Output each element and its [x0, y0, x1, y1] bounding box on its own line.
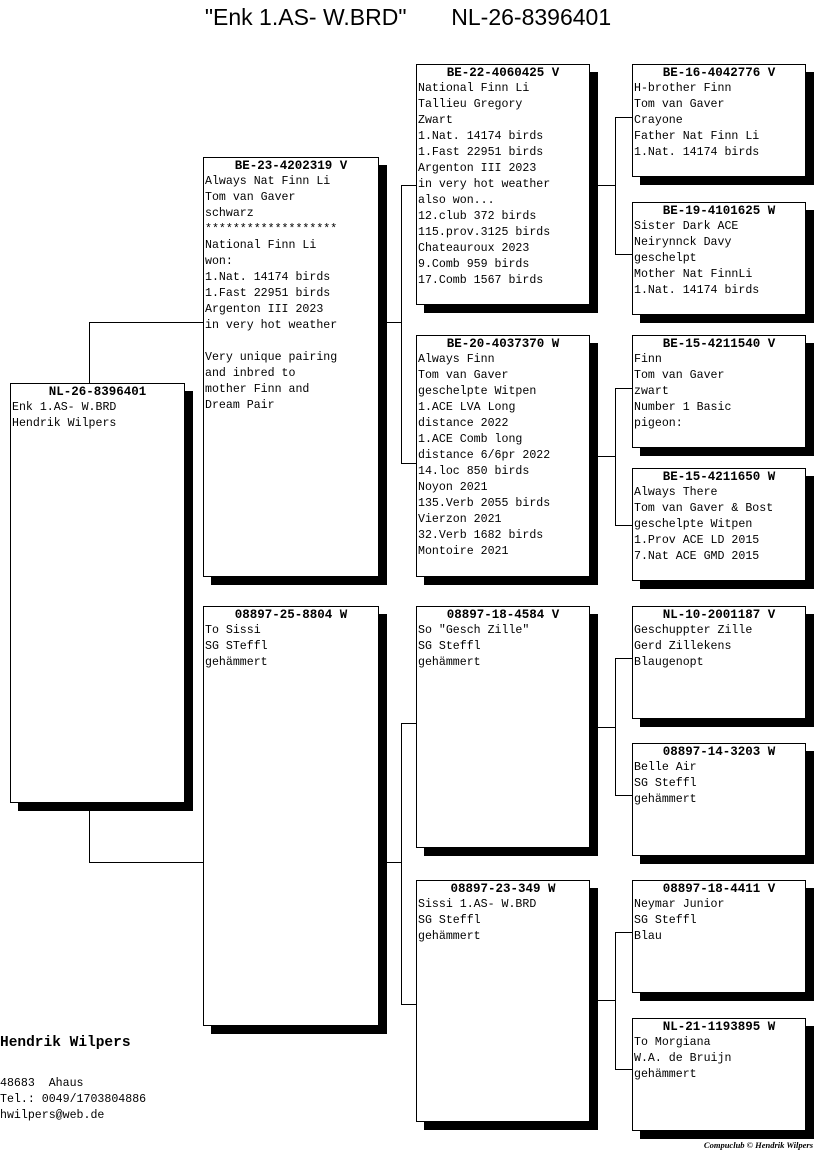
pigeon-detail-line: 1.Nat. 14174 birds: [634, 146, 760, 159]
pigeon-detail-line: Neirynnck Davy: [634, 236, 732, 249]
pigeon-card-sire-sire: [416, 64, 590, 305]
ring-number: BE-20-4037370 W: [446, 337, 560, 351]
pigeon-detail-line: geschelpte Witpen: [418, 385, 537, 398]
connector-line: [615, 117, 616, 254]
pigeon-details: [11, 400, 184, 432]
pigeon-detail-line: Blau: [634, 930, 662, 943]
pigeon-detail-line: mother Finn and: [205, 383, 310, 396]
connector-line: [89, 322, 90, 384]
pigeon-detail-line: Argenton III 2023: [205, 303, 324, 316]
pigeon-card-ssd: [632, 202, 806, 315]
connector-line: [597, 1000, 616, 1001]
connector-line: [597, 727, 616, 728]
pigeon-detail-line: 32.Verb 1682 birds: [418, 529, 544, 542]
pigeon-detail-line: National Finn Li: [418, 82, 530, 95]
pigeon-detail-line: in very hot weather: [205, 319, 338, 332]
connector-line: [615, 117, 632, 118]
pigeon-detail-line: Tom van Gaver: [634, 98, 725, 111]
pigeon-detail-line: geschelpte Witpen: [634, 518, 753, 531]
pigeon-detail-line: zwart: [634, 385, 669, 398]
pigeon-detail-line: Finn: [634, 353, 662, 366]
ring-number: BE-22-4060425 V: [446, 66, 560, 80]
owner-phone: Tel.: 0049/1703804886: [0, 1093, 147, 1106]
pigeon-details: [633, 485, 805, 565]
owner-email: hwilpers@web.de: [0, 1109, 105, 1122]
pigeon-details: [633, 219, 805, 299]
owner-address: 48683 Ahaus: [0, 1077, 84, 1090]
pigeon-detail-line: gehämmert: [634, 793, 697, 806]
pigeon-detail-line: schwarz: [205, 207, 254, 220]
pigeon-detail-line: Always There: [634, 486, 718, 499]
pigeon-detail-line: SG Steffl: [418, 914, 481, 927]
pigeon-detail-line: gehämmert: [205, 656, 268, 669]
pigeon-details: [417, 81, 589, 289]
pigeon-detail-line: distance 2022: [418, 417, 509, 430]
pigeon-detail-line: Father Nat Finn Li: [634, 130, 760, 143]
ring-number: 08897-23-349 W: [450, 882, 556, 896]
connector-line: [89, 322, 204, 323]
connector-line: [386, 862, 402, 863]
pigeon-detail-line: 1.Nat. 14174 birds: [205, 271, 331, 284]
connector-line: [597, 185, 616, 186]
ring-number: BE-15-4211650 W: [662, 470, 776, 484]
pigeon-detail-line: gehämmert: [418, 656, 481, 669]
pigeon-card-sdd: [632, 468, 806, 581]
pigeon-detail-line: Chateauroux 2023: [418, 242, 530, 255]
pigeon-detail-line: Mother Nat FinnLi: [634, 268, 753, 281]
pigeon-detail-line: To Morgiana: [634, 1036, 711, 1049]
connector-line: [615, 795, 632, 796]
pigeon-card-sire: [203, 157, 379, 577]
connector-line: [615, 1069, 632, 1070]
pigeon-details: [633, 760, 805, 808]
connector-line: [615, 388, 616, 525]
pigeon-details: [633, 352, 805, 432]
connector-line: [615, 525, 632, 526]
pigeon-detail-line: Noyon 2021: [418, 481, 488, 494]
pigeon-detail-line: 9.Comb 959 birds: [418, 258, 530, 271]
pigeon-detail-line: 14.loc 850 birds: [418, 465, 530, 478]
footer-credit: Compuclub © Hendrik Wilpers: [703, 1140, 813, 1150]
pigeon-detail-line: geschelpt: [634, 252, 697, 265]
pigeon-detail-line: gehämmert: [634, 1068, 697, 1081]
connector-line: [89, 862, 204, 863]
pigeon-detail-line: Neymar Junior: [634, 898, 725, 911]
pigeon-detail-line: SG Steffl: [634, 914, 697, 927]
pigeon-details: [633, 623, 805, 671]
pigeon-detail-line: Tom van Gaver & Bost: [634, 502, 774, 515]
pigeon-card-sds: [632, 335, 806, 448]
pigeon-detail-line: Zwart: [418, 114, 453, 127]
pigeon-detail-line: H-brother Finn: [634, 82, 732, 95]
connector-line: [401, 185, 402, 463]
ring-number: BE-19-4101625 W: [662, 204, 776, 218]
pigeon-details: [633, 1035, 805, 1083]
pigeon-detail-line: SG STeffl: [205, 640, 268, 653]
pigeon-detail-line: 1.Nat. 14174 birds: [418, 130, 544, 143]
pigeon-details: [633, 81, 805, 161]
pigeon-detail-line: 17.Comb 1567 birds: [418, 274, 544, 287]
connector-line: [615, 932, 616, 1069]
connector-line: [615, 658, 632, 659]
pigeon-detail-line: Tom van Gaver: [205, 191, 296, 204]
connector-line: [386, 322, 402, 323]
pigeon-card-subject: [10, 383, 185, 803]
pigeon-detail-line: Belle Air: [634, 761, 697, 774]
ring-number: BE-15-4211540 V: [662, 337, 776, 351]
pigeon-detail-line: Sister Dark ACE: [634, 220, 739, 233]
pigeon-card-dam: [203, 606, 379, 1026]
connector-line: [615, 658, 616, 795]
connector-line: [401, 463, 417, 464]
pigeon-detail-line: in very hot weather: [418, 178, 551, 191]
page-title: [0, 4, 816, 31]
pigeon-detail-line: Always Finn: [418, 353, 495, 366]
pigeon-details: [633, 897, 805, 945]
pigeon-detail-line: So "Gesch Zille": [418, 624, 530, 637]
pigeon-detail-line: Argenton III 2023: [418, 162, 537, 175]
pigeon-detail-line: Gerd Zillekens: [634, 640, 732, 653]
pigeon-detail-line: Hendrik Wilpers: [12, 417, 117, 430]
pigeon-card-sss: [632, 64, 806, 177]
connector-line: [615, 254, 632, 255]
pigeon-details: [417, 623, 589, 671]
pigeon-detail-line: Always Nat Finn Li: [205, 175, 331, 188]
pigeon-detail-line: National Finn Li: [205, 239, 317, 252]
pigeon-detail-line: and inbred to: [205, 367, 296, 380]
pigeon-card-dds: [632, 880, 806, 993]
connector-line: [401, 185, 417, 186]
pigeon-detail-line: Vierzon 2021: [418, 513, 502, 526]
pigeon-detail-line: 1.ACE LVA Long: [418, 401, 516, 414]
pigeon-detail-line: Dream Pair: [205, 399, 275, 412]
pigeon-card-dss: [632, 606, 806, 719]
pigeon-card-dam-dam: [416, 880, 590, 1122]
owner-contact: [0, 1076, 146, 1124]
pigeon-detail-line: [205, 334, 378, 350]
ring-number: NL-21-1193895 W: [662, 1020, 776, 1034]
pigeon-detail-line: 1.Fast 22951 birds: [205, 287, 331, 300]
pigeon-detail-line: won:: [205, 255, 233, 268]
pigeon-detail-line: SG Steffl: [634, 777, 697, 790]
pigeon-detail-line: To Sissi: [205, 624, 261, 637]
pigeon-detail-line: 1.Prov ACE LD 2015: [634, 534, 760, 547]
pigeon-detail-line: pigeon:: [634, 417, 683, 430]
pigeon-detail-line: SG Steffl: [418, 640, 481, 653]
ring-number: NL-10-2001187 V: [662, 608, 776, 622]
connector-line: [597, 456, 616, 457]
ring-number: BE-16-4042776 V: [662, 66, 776, 80]
pigeon-detail-line: *******************: [205, 223, 338, 236]
pigeon-detail-line: 135.Verb 2055 birds: [418, 497, 551, 510]
title-name: "Enk 1.AS- W.BRD": [204, 4, 407, 30]
pigeon-detail-line: Montoire 2021: [418, 545, 509, 558]
pigeon-details: [204, 623, 378, 671]
pigeon-card-dsd: [632, 743, 806, 856]
connector-line: [401, 723, 417, 724]
connector-line: [615, 388, 632, 389]
pigeon-detail-line: Blaugenopt: [634, 656, 704, 669]
pigeon-detail-line: 12.club 372 birds: [418, 210, 537, 223]
pigeon-details: [417, 897, 589, 945]
pigeon-card-ddd: [632, 1018, 806, 1131]
pigeon-detail-line: distance 6/6pr 2022: [418, 449, 551, 462]
ring-number: BE-23-4202319 V: [234, 159, 348, 173]
pigeon-details: [417, 352, 589, 560]
pigeon-detail-line: Number 1 Basic: [634, 401, 732, 414]
ring-number: NL-26-8396401: [48, 385, 147, 399]
pigeon-detail-line: 1.Fast 22951 birds: [418, 146, 544, 159]
pigeon-detail-line: Geschuppter Zille: [634, 624, 753, 637]
pigeon-detail-line: W.A. de Bruijn: [634, 1052, 732, 1065]
connector-line: [615, 932, 632, 933]
pigeon-detail-line: also won...: [418, 194, 495, 207]
pigeon-detail-line: Tallieu Gregory: [418, 98, 523, 111]
title-ring: NL-26-8396401: [451, 4, 612, 30]
connector-line: [401, 1004, 417, 1005]
pigeon-detail-line: 115.prov.3125 birds: [418, 226, 551, 239]
pigeon-detail-line: gehämmert: [418, 930, 481, 943]
ring-number: 08897-18-4584 V: [446, 608, 560, 622]
pigeon-card-sire-dam: [416, 335, 590, 577]
pigeon-detail-line: 1.Nat. 14174 birds: [634, 284, 760, 297]
ring-number: 08897-18-4411 V: [662, 882, 776, 896]
owner-name: Hendrik Wilpers: [0, 1035, 131, 1051]
connector-line: [89, 810, 90, 862]
pigeon-detail-line: 1.ACE Comb long: [418, 433, 523, 446]
pigeon-detail-line: Crayone: [634, 114, 683, 127]
pigeon-detail-line: 7.Nat ACE GMD 2015: [634, 550, 760, 563]
ring-number: 08897-25-8804 W: [234, 608, 348, 622]
pigeon-card-dam-sire: [416, 606, 590, 848]
pigeon-detail-line: Enk 1.AS- W.BRD: [12, 401, 117, 414]
pigeon-detail-line: Tom van Gaver: [418, 369, 509, 382]
ring-number: 08897-14-3203 W: [662, 745, 776, 759]
pigeon-details: [204, 174, 378, 414]
pigeon-detail-line: Very unique pairing: [205, 351, 338, 364]
connector-line: [401, 723, 402, 1004]
pigeon-detail-line: Sissi 1.AS- W.BRD: [418, 898, 537, 911]
pigeon-detail-line: Tom van Gaver: [634, 369, 725, 382]
